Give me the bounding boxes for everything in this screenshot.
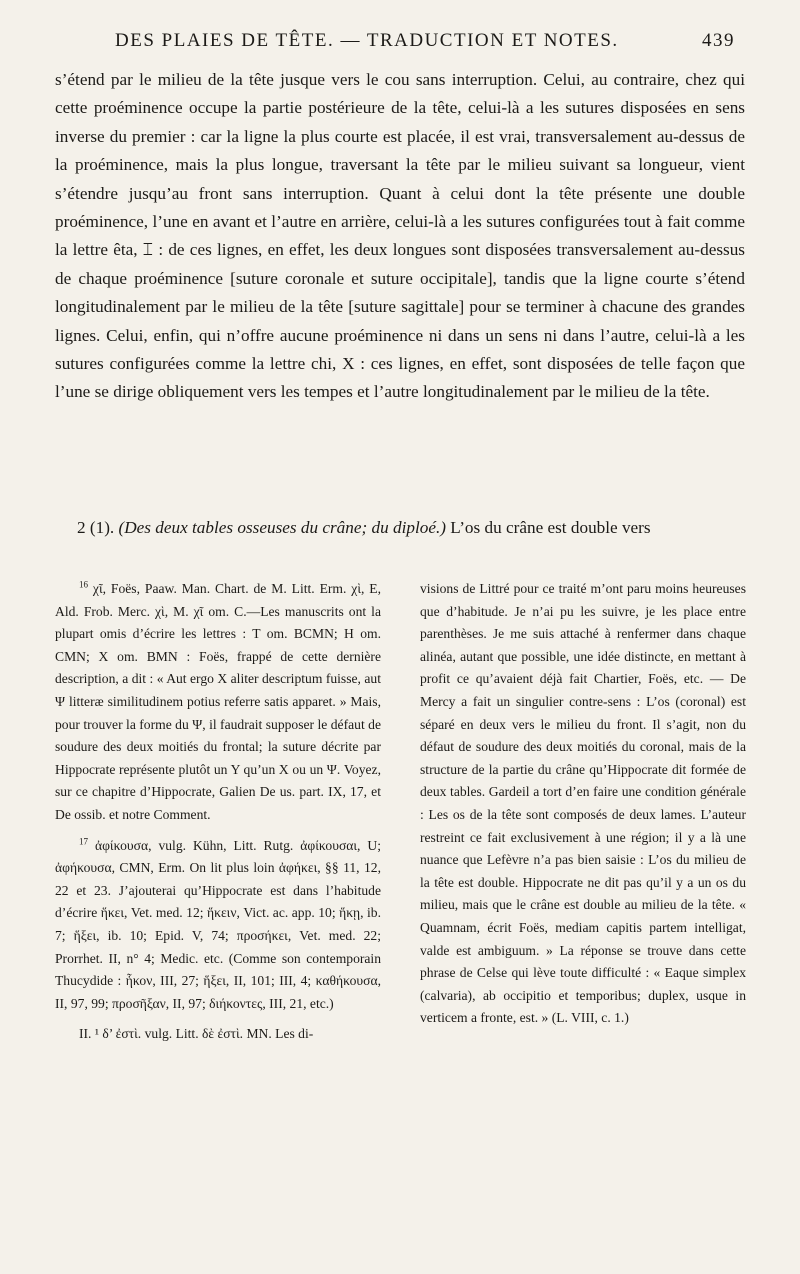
page-header: [115, 30, 735, 60]
note-17-text: ἀφίκουσα, vulg. Kühn, Litt. Rutg. ἀφίκουσαι, U; ἀφήκουσα, CMN, Erm. On lit plus loin ἀφήκει, §§ 11, 12, 22 et 23. J’ajouterai qu’Hippocrate est dans l’habitude d’écrire ἥκει, Vet. med. 12; ἥκειν, Vict. ac. app. 10; ἥκῃ, ib. 7; ἥξει, ib. 10; Epid. V, 74; προσήκει, Vet. med. 22; Prorrhet. II, n° 4; Medic. etc. (Comme son contemporain Thucydide : ἧκον, III, 27; ἥξει, II, 101; III, 4; καθήκουσα, II, 97, 99; προσῆξαν, II, 97; διήκοντες, III, 21, etc.): [55, 837, 381, 1011]
notes-right-column: [420, 578, 746, 1030]
section-number: 2 (1).: [77, 518, 115, 537]
note-16-text: χῖ, Foës, Paaw. Man. Chart. de M. Litt. Erm. χὶ, E, Ald. Frob. Merc. χὶ, M. χῖ om. C.—Les manuscrits ont la plupart omis d’écrire les lettres : T om. BCMN; H om. CMN; X om. BMN : Foës, frappé de cette dernière description, a dit : « Aut ergo X aliter descriptum fuisse, aut Ψ litteræ similitudinem potius referre satis apparet. » Mais, pour trouver la forme du Ψ, il faudrait supposer le défaut de soudure des deux moitiés du frontal; la suture décrite par Hippocrate représente plutôt un Y qu’un X ou un Ψ. Voyez, sur ce chapitre d’Hippocrate, Galien De us. part. IX, 17, et De ossib. et notre Comment.: [55, 581, 381, 822]
note-17-marker: 17: [79, 836, 88, 846]
notes-left-column: [55, 578, 381, 1054]
running-title: DES PLAIES DE TÊTE. — TRADUCTION ET NOTES.: [115, 30, 619, 51]
note-16: [55, 578, 381, 827]
section-text: L’os du crâne est double vers: [450, 518, 651, 537]
section-title: (Des deux tables osseuses du crâne; du diploé.): [118, 518, 446, 537]
page-number: 439: [702, 30, 735, 51]
section-heading: [55, 514, 745, 542]
main-text: [55, 66, 745, 407]
note-16-marker: 16: [79, 579, 88, 590]
main-paragraph: s’étend par le milieu de la tête jusque vers le cou sans interruption. Celui, au contraire, chez qui cette proéminence occupe la partie postérieure de la tête, celui-là a les sutures disposées en sens inverse du premier : car la ligne la plus courte est placée, il est vrai, transversalement au-dessus de la proéminence, mais la plus longue, traversant la tête par le milieu suivant sa longueur, vient s’étendre jusqu’au front sans interruption. Quant à celui dont la tête présente une double proéminence, l’une en avant et l’autre en arrière, celui-là a les sutures configurées tout à fait comme la lettre êta, ⌶ : de ces lignes, en effet, les deux longues sont disposées transversalement au-dessus de chaque proéminence [suture coronale et suture occipitale], tandis que la ligne courte s’étend longitudinalement par le milieu de la tête [suture sagittale] pour se terminer à chacune des grandes lignes. Celui, enfin, qui n’offre aucune proéminence ni dans un sens ni dans l’autre, celui-là a les sutures configurées comme la lettre chi, X : ces lignes, en effet, sont disposées de telle façon que l’une se dirige obliquement vers les tempes et l’autre longitudinalement par le milieu de la tête.: [55, 70, 745, 402]
note-17: [55, 835, 381, 1016]
note-ii-1: II. ¹ δ’ ἐστὶ. vulg. Litt. δὲ ἐστὶ. MN. Les di-: [79, 1026, 314, 1042]
note-continuation: visions de Littré pour ce traité m’ont paru moins heureuses que d’habitude. Je n’ai pu les suivre, je les place entre parenthèses. Je me suis attaché à renfermer dans chaque alinéa, autant que possible, une idée distincte, en mettant à profit ce qu’avaient déjà fait Chartier, Foës, etc. — De Mercy a fait un singulier contre-sens : L’os (coronal) est séparé en deux vers le milieu du front. Il s’agit, non du défaut de soudure des deux moitiés du coronal, mais de la structure de la partie du crâne qu’Hippocrate dit formée de deux tables. Gardeil a tort d’en faire une condition générale : Les os de la tête sont composés de deux lames. L’auteur restreint ce fait exclusivement à une région; il y a là une nuance que Lefèvre n’a pas bien saisie : L’os du milieu de la tête est double. Hippocrate ne dit pas qu’il y a un os du milieu, mais que le crâne est double au milieu de la tête. « Quamnam, écrit Foës, mediam capitis partem intelligat, valde est ambiguum. » La réponse se trouve dans cette phrase de Celse qui lève toute difficulté : « Eaque simplex (calvaria), ab occipitio et temporibus; duplex, usque in verticem a fronte, est. » (L. VIII, c. 1.): [420, 581, 746, 1026]
